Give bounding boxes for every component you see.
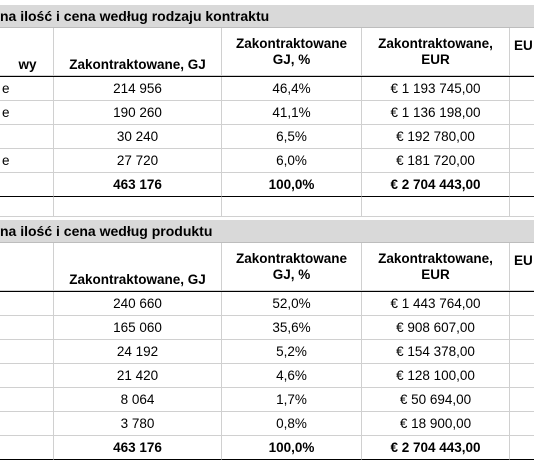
cell-pct[interactable]: 41,1% xyxy=(222,101,362,125)
cell-pct[interactable]: 0,8% xyxy=(222,412,362,436)
cell-empty[interactable] xyxy=(510,340,534,364)
cell-empty[interactable] xyxy=(510,101,534,125)
header-product[interactable] xyxy=(0,243,54,291)
cell-gj[interactable]: 190 260 xyxy=(54,101,222,125)
cell-pct[interactable]: 4,6% xyxy=(222,364,362,388)
header-contracted-gj-pct[interactable]: Zakontraktowane GJ, % xyxy=(222,28,362,76)
section-title-product[interactable]: na ilość i cena według produktu xyxy=(0,220,534,243)
cell-eur[interactable]: € 50 694,00 xyxy=(362,388,510,412)
cell-gj[interactable]: 30 240 xyxy=(54,125,222,149)
blank-cell[interactable] xyxy=(510,197,534,217)
cell-gj[interactable]: 21 420 xyxy=(54,364,222,388)
header-contracted-eur-2[interactable]: Zakontraktowane, EUR xyxy=(362,243,510,291)
header-contracted-gj[interactable]: Zakontraktowane, GJ xyxy=(54,28,222,76)
header-contracted-gj-pct-2[interactable]: Zakontraktowane GJ, % xyxy=(222,243,362,291)
cell-empty[interactable] xyxy=(510,316,534,340)
row-label[interactable] xyxy=(0,125,54,149)
cell-pct[interactable]: 5,2% xyxy=(222,340,362,364)
cell-pct[interactable]: 6,5% xyxy=(222,125,362,149)
cell-eur[interactable]: € 1 193 745,00 xyxy=(362,77,510,101)
cell-empty[interactable] xyxy=(510,388,534,412)
cell-eur[interactable]: € 128 100,00 xyxy=(362,364,510,388)
cell-gj[interactable]: 240 660 xyxy=(54,292,222,316)
cell-empty[interactable] xyxy=(510,125,534,149)
blank-cell[interactable] xyxy=(0,197,54,217)
row-label[interactable] xyxy=(0,388,54,412)
blank-cell[interactable] xyxy=(54,197,222,217)
cell-eur[interactable]: € 192 780,00 xyxy=(362,125,510,149)
cell-eur[interactable]: € 1 136 198,00 xyxy=(362,101,510,125)
header-contracted-gj-2[interactable]: Zakontraktowane, GJ xyxy=(54,243,222,291)
cell-gj[interactable]: 3 780 xyxy=(54,412,222,436)
cell-eur[interactable]: € 1 443 764,00 xyxy=(362,292,510,316)
cell-gj[interactable]: 24 192 xyxy=(54,340,222,364)
cell-empty[interactable] xyxy=(510,412,534,436)
total-eur[interactable]: € 2 704 443,00 xyxy=(362,173,510,197)
cell-gj[interactable]: 8 064 xyxy=(54,388,222,412)
cell-empty[interactable] xyxy=(510,292,534,316)
cell-pct[interactable]: 1,7% xyxy=(222,388,362,412)
cell-eur[interactable]: € 908 607,00 xyxy=(362,316,510,340)
cell-empty[interactable] xyxy=(510,173,534,197)
total-eur[interactable]: € 2 704 443,00 xyxy=(362,436,510,460)
cell-empty[interactable] xyxy=(510,364,534,388)
row-label[interactable] xyxy=(0,412,54,436)
cell-eur[interactable]: € 154 378,00 xyxy=(362,340,510,364)
header-contracted-eur[interactable]: Zakontraktowane, EUR xyxy=(362,28,510,76)
header-eur-extra-2[interactable]: EU xyxy=(510,243,534,291)
section-title-contract-type[interactable]: na ilość i cena według rodzaju kontraktu xyxy=(0,5,534,28)
total-gj[interactable]: 463 176 xyxy=(54,173,222,197)
header-eur-extra[interactable]: EU xyxy=(510,28,534,76)
cell-empty[interactable] xyxy=(510,77,534,101)
total-gj[interactable]: 463 176 xyxy=(54,436,222,460)
total-label[interactable] xyxy=(0,436,54,460)
row-label[interactable] xyxy=(0,364,54,388)
cell-eur[interactable]: € 181 720,00 xyxy=(362,149,510,173)
row-label[interactable] xyxy=(0,292,54,316)
row-label[interactable] xyxy=(0,316,54,340)
cell-gj[interactable]: 165 060 xyxy=(54,316,222,340)
row-label[interactable] xyxy=(0,340,54,364)
row-label[interactable]: e xyxy=(0,149,54,173)
cell-gj[interactable]: 214 956 xyxy=(54,77,222,101)
total-pct[interactable]: 100,0% xyxy=(222,436,362,460)
cell-empty[interactable] xyxy=(510,149,534,173)
total-label[interactable] xyxy=(0,173,54,197)
row-label[interactable]: e xyxy=(0,77,54,101)
total-pct[interactable]: 100,0% xyxy=(222,173,362,197)
cell-pct[interactable]: 35,6% xyxy=(222,316,362,340)
row-label[interactable]: e xyxy=(0,101,54,125)
cell-gj[interactable]: 27 720 xyxy=(54,149,222,173)
cell-pct[interactable]: 52,0% xyxy=(222,292,362,316)
header-type[interactable]: wy xyxy=(0,28,54,76)
cell-pct[interactable]: 46,4% xyxy=(222,77,362,101)
cell-eur[interactable]: € 18 900,00 xyxy=(362,412,510,436)
blank-cell[interactable] xyxy=(222,197,362,217)
blank-cell[interactable] xyxy=(362,197,510,217)
cell-empty[interactable] xyxy=(510,436,534,460)
cell-pct[interactable]: 6,0% xyxy=(222,149,362,173)
